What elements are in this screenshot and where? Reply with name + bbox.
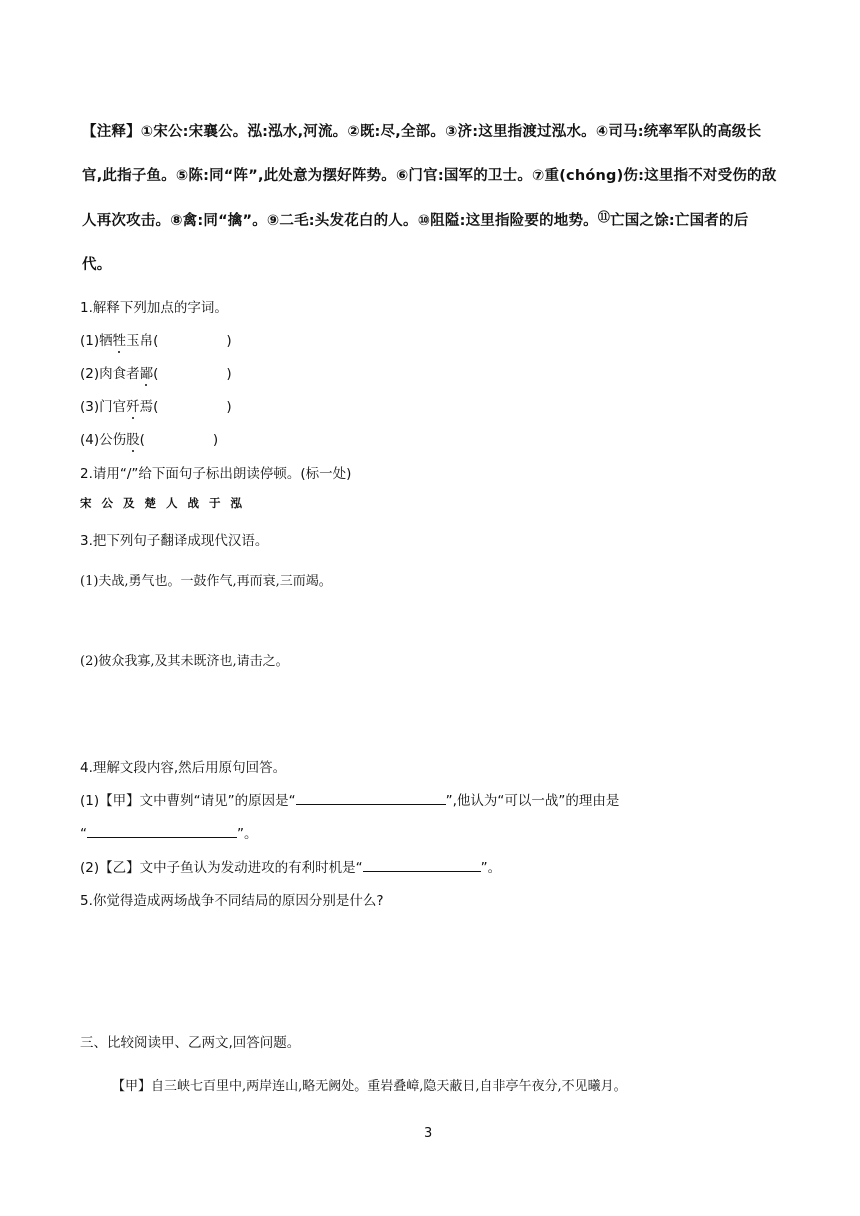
question-5-title: 5.你觉得造成两场战争不同结局的原因分别是什么? [80, 893, 384, 909]
question-2-sentence[interactable]: 宋公及楚人战于泓 [80, 496, 252, 510]
annotation-line-4: 代。 [82, 257, 112, 273]
dotted-character: 鄙 [140, 362, 154, 382]
answer-blank[interactable] [296, 792, 446, 805]
question-text: ”,他认为“可以一战”的理由是 [445, 793, 620, 809]
page-number: 3 [424, 1126, 433, 1141]
question-text: (1)【甲】文中曹刿“请见”的原因是“ [80, 793, 296, 809]
section-3-title: 三、比较阅读甲、乙两文,回答问题。 [80, 1035, 301, 1051]
annotation-line-3 [82, 208, 782, 230]
question-1-item-1 [80, 329, 232, 349]
item-text: 公伤 [99, 432, 127, 448]
annotation-mark-11: ⑪ [597, 210, 611, 224]
item-text: 牺 [99, 333, 113, 349]
item-close-paren: ) [226, 366, 232, 382]
question-3-sentence-2: (2)彼众我寡,及其未既济也,请击之。 [80, 654, 289, 669]
question-1-item-4 [80, 428, 218, 448]
question-text: (2)【乙】文中子鱼认为发动进攻的有利时机是“ [80, 860, 363, 876]
dotted-character: 股 [126, 428, 140, 448]
item-number: (2) [80, 366, 100, 382]
item-text: 玉帛( [126, 333, 159, 349]
question-4-part-1 [80, 789, 619, 809]
question-text: ”。 [237, 826, 258, 842]
question-text: ”。 [480, 860, 502, 876]
question-text: “ [80, 826, 87, 842]
section-3-passage: 【甲】自三峡七百里中,两岸连山,略无阙处。重岩叠嶂,隐天蔽日,自非亭午夜分,不见曦月。 [112, 1079, 627, 1094]
item-number: (4) [80, 432, 100, 448]
item-number: (1) [80, 333, 100, 349]
annotation-line-3-a: 人再次攻击。⑧禽:同“擒”。⑨二毛:头发花白的人。⑩阻隘:这里指险要的地势。 [82, 213, 598, 229]
answer-blank[interactable] [87, 825, 237, 838]
annotation-line-1: 【注释】①宋公:宋襄公。泓:泓水,河流。②既:尽,全部。③济:这里指渡过泓水。④司马:统率军队的高级长 [82, 124, 762, 140]
item-number: (3) [80, 399, 100, 415]
question-3-sentence-1: (1)夫战,勇气也。一鼓作气,再而衰,三而竭。 [80, 574, 332, 589]
item-text: 焉( [139, 399, 159, 415]
question-1-title: 1.解释下列加点的字词。 [80, 300, 228, 316]
annotation-line-2: 官,此指子鱼。⑤陈:同“阵”,此处意为摆好阵势。⑥门官:国军的卫士。⑦重(chóng)伤:这里指不对受伤的敌 [82, 168, 777, 184]
item-text: ( [139, 432, 145, 448]
dotted-character: 牲 [113, 329, 127, 349]
item-close-paren: ) [226, 333, 232, 349]
question-1-item-3 [80, 395, 232, 415]
item-text: ( [153, 366, 159, 382]
question-4-part-1-cont [80, 822, 258, 842]
question-2-title: 2.请用“/”给下面句子标出朗读停顿。(标一处) [80, 466, 352, 482]
question-4-title: 4.理解文段内容,然后用原句回答。 [80, 760, 287, 776]
question-1-item-2 [80, 362, 232, 382]
item-close-paren: ) [226, 399, 232, 415]
question-4-part-2 [80, 856, 501, 876]
dotted-character: 歼 [126, 395, 140, 415]
annotation-line-3-b: 亡国之馀:亡国者的后 [610, 213, 749, 229]
item-close-paren: ) [212, 432, 219, 448]
item-text: 肉食者 [99, 366, 140, 382]
answer-blank[interactable] [363, 859, 481, 872]
question-3-title: 3.把下列句子翻译成现代汉语。 [80, 533, 269, 549]
item-text: 门官 [99, 399, 127, 415]
